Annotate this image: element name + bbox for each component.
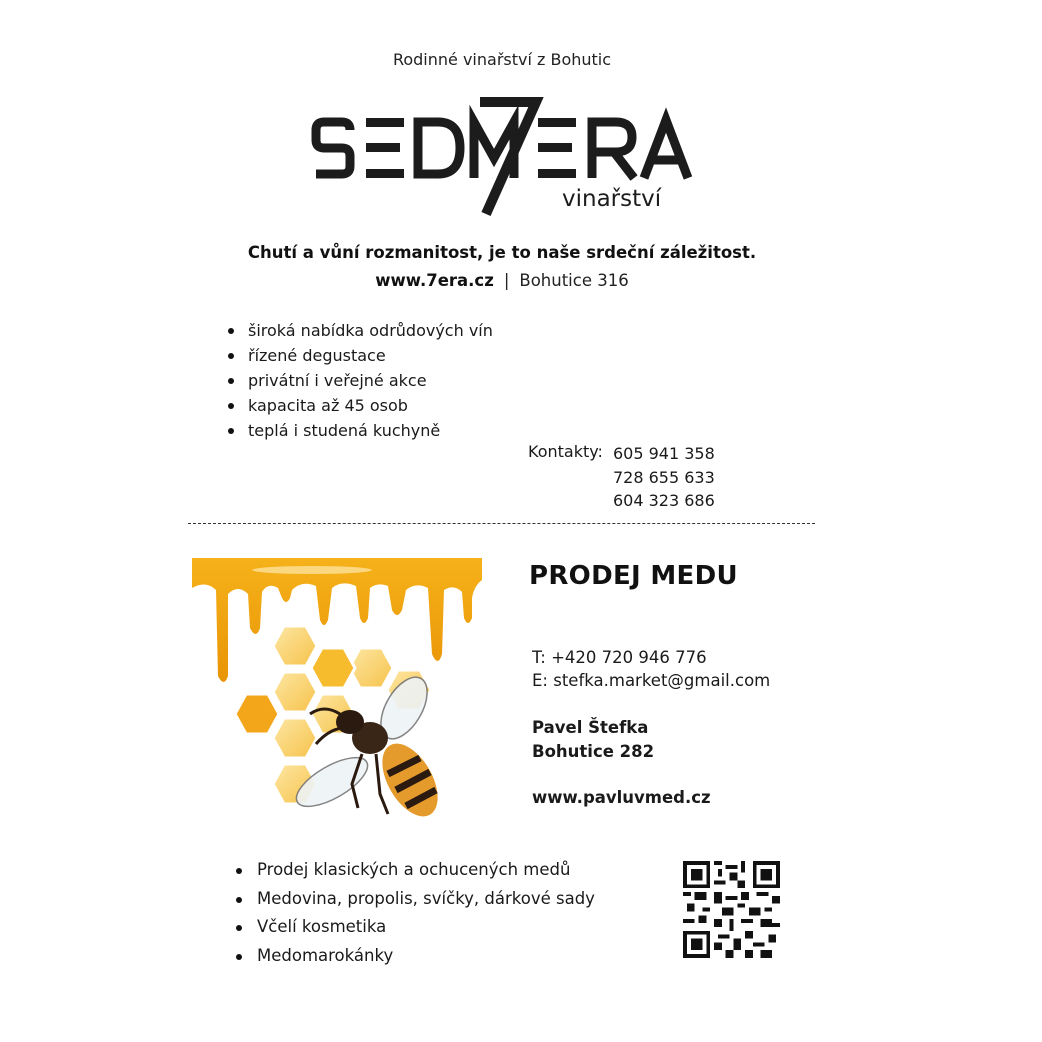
winery-website-link[interactable]: www.7era.cz bbox=[375, 271, 494, 290]
logo-subtext: vinařství bbox=[562, 186, 662, 212]
owner-name: Pavel Štefka bbox=[532, 718, 649, 737]
qr-code[interactable] bbox=[683, 861, 780, 958]
phone-number[interactable]: 728 655 633 bbox=[613, 467, 715, 487]
list-item: Medovina, propolis, svíčky, dárkové sady bbox=[230, 885, 595, 914]
owner-address: Bohutice 282 bbox=[532, 742, 655, 761]
sedmera-logo bbox=[310, 96, 700, 220]
winery-address: Bohutice 316 bbox=[519, 271, 629, 290]
slogan: Chutí a vůní rozmanitost, je to naše srdeční záležitost. bbox=[247, 243, 757, 262]
winery-features-list bbox=[222, 318, 493, 443]
contacts-label: Kontakty: bbox=[528, 442, 603, 461]
list-item: řízené degustace bbox=[222, 343, 493, 368]
honey-website-link[interactable]: www.pavluvmed.cz bbox=[532, 788, 711, 807]
list-item: kapacita až 45 osob bbox=[222, 393, 493, 418]
phone-number[interactable]: 605 941 358 bbox=[613, 444, 715, 463]
list-item: privátní i veřejné akce bbox=[222, 368, 493, 393]
honey-sale-title: PRODEJ MEDU bbox=[529, 561, 738, 591]
list-item: Včelí kosmetika bbox=[230, 913, 595, 942]
list-item: široká nabídka odrůdových vín bbox=[222, 318, 493, 343]
winery-web-address-line bbox=[0, 271, 1004, 290]
phone-number[interactable]: 604 323 686 bbox=[613, 491, 715, 510]
honey-phone[interactable]: T: +420 720 946 776 bbox=[532, 648, 707, 667]
list-item: Medomarokánky bbox=[230, 942, 595, 971]
honey-email[interactable]: E: stefka.market@gmail.com bbox=[532, 671, 771, 690]
honey-bee-illustration bbox=[192, 558, 482, 824]
winery-subtitle: Rodinné vinařství z Bohutic bbox=[392, 50, 612, 69]
contact-phones bbox=[613, 442, 715, 513]
honey-products-list bbox=[230, 856, 595, 970]
list-item: teplá i studená kuchyně bbox=[222, 418, 493, 443]
separator: | bbox=[503, 271, 510, 290]
dashed-divider bbox=[188, 523, 815, 524]
list-item: Prodej klasických a ochucených medů bbox=[230, 856, 595, 885]
